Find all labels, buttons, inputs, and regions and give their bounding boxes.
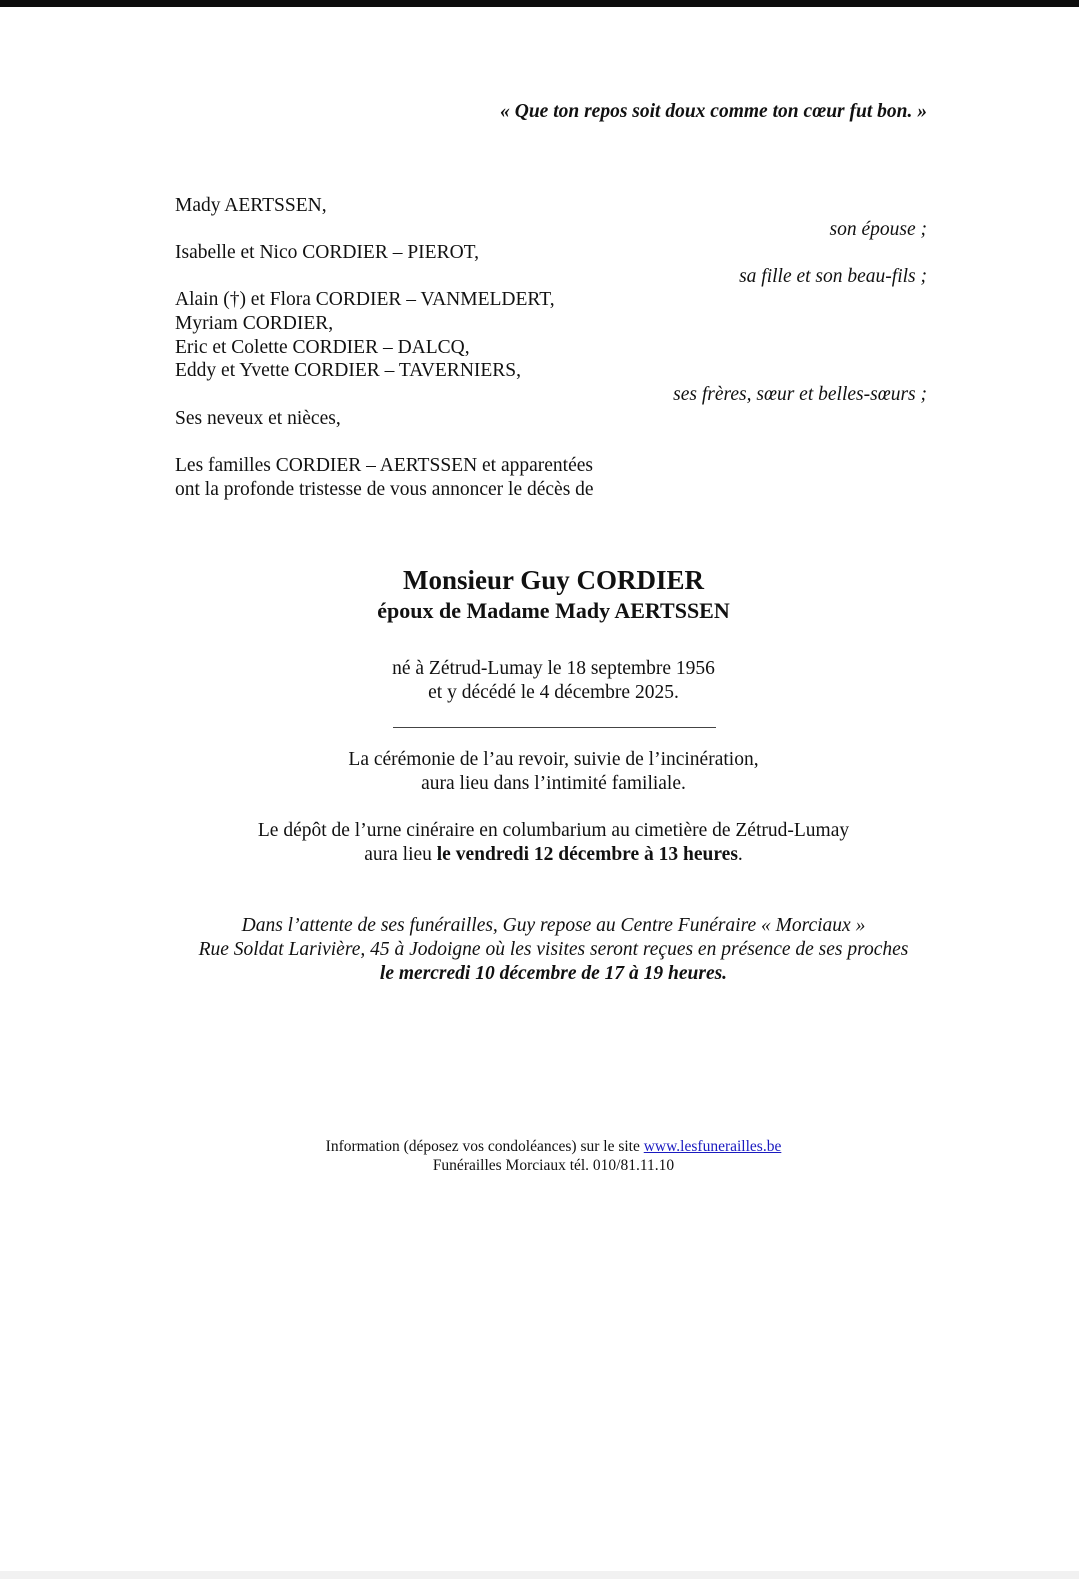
deceased-spouse-of: époux de Madame Mady AERTSSEN bbox=[377, 598, 730, 623]
sibling-line: Eric et Colette CORDIER – DALCQ, bbox=[175, 337, 470, 358]
top-border bbox=[0, 0, 1079, 7]
spouse-name: Mady AERTSSEN, bbox=[175, 195, 327, 216]
urn-schedule bbox=[0, 843, 1079, 867]
nephews-line: Ses neveux et nièces, bbox=[175, 408, 341, 429]
sibling-line: Eddy et Yvette CORDIER – TAVERNIERS, bbox=[175, 360, 522, 381]
epigraph-quote: « Que ton repos soit doux comme ton cœur fut bon. » bbox=[500, 101, 927, 122]
sibling-line: Myriam CORDIER, bbox=[175, 313, 334, 334]
visit-line: Dans l’attente de ses funérailles, Guy repose au Centre Funéraire « Morciaux » bbox=[241, 915, 866, 936]
ceremony-line: aura lieu dans l’intimité familiale. bbox=[421, 773, 686, 794]
birth-line: né à Zétrud-Lumay le 18 septembre 1956 bbox=[392, 658, 715, 679]
deceased-name: Monsieur Guy CORDIER bbox=[402, 565, 705, 595]
ceremony-line: La cérémonie de l’au revoir, suivie de l’incinération, bbox=[348, 749, 759, 770]
daughter-role: sa fille et son beau-fils ; bbox=[739, 266, 927, 287]
announcement-line: ont la profonde tristesse de vous annoncer le décès de bbox=[175, 479, 594, 500]
daughter-names: Isabelle et Nico CORDIER – PIEROT, bbox=[175, 242, 480, 263]
siblings-role: ses frères, sœur et belles-sœurs ; bbox=[673, 384, 927, 405]
urn-schedule-date: le vendredi 12 décembre à 13 heures bbox=[436, 844, 738, 865]
urn-schedule-suffix: . bbox=[737, 844, 743, 865]
families-line: Les familles CORDIER – AERTSSEN et apparentées bbox=[175, 455, 594, 476]
visit-line: Rue Soldat Larivière, 45 à Jodoigne où les visites seront reçues en présence de ses proches bbox=[198, 939, 909, 960]
urn-schedule-prefix: aura lieu bbox=[364, 844, 437, 865]
sibling-line: Alain (†) et Flora CORDIER – VANMELDERT, bbox=[175, 289, 555, 310]
footer-info bbox=[0, 1137, 1079, 1157]
visit-schedule: le mercredi 10 décembre de 17 à 19 heures. bbox=[379, 963, 728, 984]
footer-contact: Funérailles Morciaux tél. 010/81.11.10 bbox=[432, 1157, 675, 1174]
bottom-edge bbox=[0, 1571, 1079, 1579]
urn-line: Le dépôt de l’urne cinéraire en columbarium au cimetière de Zétrud-Lumay bbox=[257, 820, 850, 841]
spouse-role: son épouse ; bbox=[829, 219, 927, 240]
website-link[interactable]: www.lesfunerailles.be bbox=[643, 1138, 782, 1155]
footer-info-text: Information (déposez vos condoléances) sur le site bbox=[325, 1138, 644, 1155]
separator-line bbox=[393, 727, 716, 728]
death-line: et y décédé le 4 décembre 2025. bbox=[428, 682, 679, 703]
